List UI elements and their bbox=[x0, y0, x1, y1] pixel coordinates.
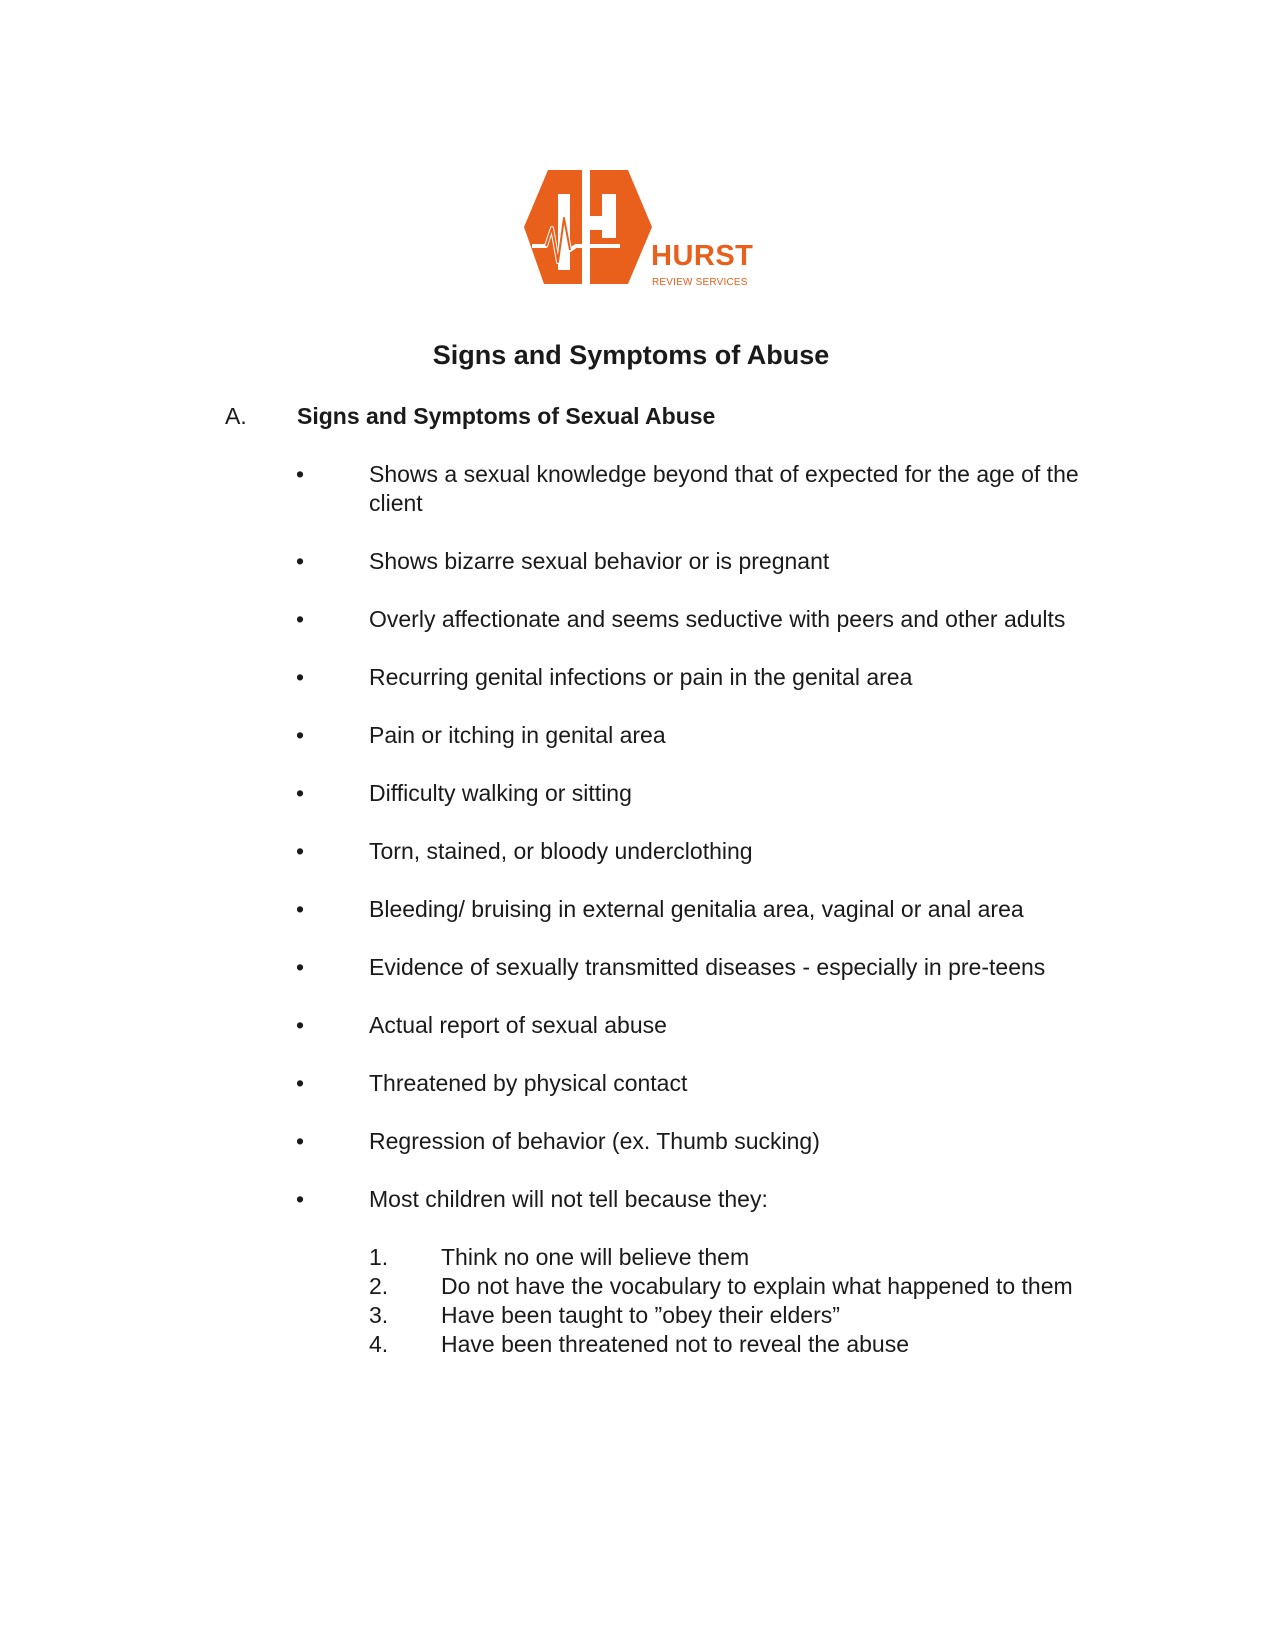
bullet-icon: • bbox=[296, 548, 305, 574]
list-item-text: Shows bizarre sexual behavior or is pregnant bbox=[369, 548, 830, 574]
reason-item bbox=[369, 1330, 1126, 1359]
hurst-logo bbox=[524, 166, 754, 294]
list-item bbox=[296, 1011, 1126, 1040]
reason-text: Do not have the vocabulary to explain what happened to them bbox=[441, 1273, 1073, 1299]
list-item-text: Recurring genital infections or pain in the genital area bbox=[369, 664, 913, 690]
list-item-text: Regression of behavior (ex. Thumb sucking) bbox=[369, 1128, 820, 1154]
list-item bbox=[296, 953, 1126, 982]
logo-tagline: REVIEW SERVICES bbox=[652, 277, 748, 288]
list-item-text: Evidence of sexually transmitted diseases - especially in pre-teens bbox=[369, 954, 1046, 980]
bullet-icon: • bbox=[296, 722, 305, 748]
bullet-icon: • bbox=[296, 780, 305, 806]
list-item-text: Difficulty walking or sitting bbox=[369, 780, 632, 806]
bullet-icon: • bbox=[296, 896, 305, 922]
list-item-text: Most children will not tell because they: bbox=[369, 1186, 768, 1212]
list-item bbox=[296, 547, 1126, 576]
list-item-text: Bleeding/ bruising in external genitalia area, vaginal or anal area bbox=[369, 896, 1024, 922]
list-item-text: Pain or itching in genital area bbox=[369, 722, 666, 748]
logo-brand-name: HURST bbox=[651, 240, 754, 272]
bullet-icon: • bbox=[296, 606, 305, 632]
list-item-text: Shows a sexual knowledge beyond that of expected for the age of the client bbox=[369, 461, 1079, 516]
reasons-list bbox=[369, 1243, 1126, 1359]
list-item bbox=[296, 1185, 1126, 1359]
list-item-text: Overly affectionate and seems seductive with peers and other adults bbox=[369, 606, 1066, 632]
reason-item bbox=[369, 1301, 1126, 1330]
bullet-icon: • bbox=[296, 461, 305, 487]
list-item bbox=[296, 1127, 1126, 1156]
list-item bbox=[296, 837, 1126, 866]
reason-item bbox=[369, 1243, 1126, 1272]
list-item bbox=[296, 460, 1126, 518]
list-item bbox=[296, 1069, 1126, 1098]
reason-item bbox=[369, 1272, 1126, 1301]
list-item bbox=[296, 779, 1126, 808]
reason-text: Have been taught to ”obey their elders” bbox=[441, 1302, 840, 1328]
list-item-text: Threatened by physical contact bbox=[369, 1070, 688, 1096]
reason-text: Have been threatened not to reveal the abuse bbox=[441, 1331, 910, 1357]
bullet-icon: • bbox=[296, 1128, 305, 1154]
reason-number: 2. bbox=[369, 1273, 389, 1299]
bullet-icon: • bbox=[296, 1070, 305, 1096]
symptom-list bbox=[296, 460, 1126, 1388]
page-title: Signs and Symptoms of Abuse bbox=[432, 340, 830, 370]
list-item-text: Torn, stained, or bloody underclothing bbox=[369, 838, 753, 864]
reason-text: Think no one will believe them bbox=[441, 1244, 750, 1270]
heartbeat-h-logo-icon bbox=[524, 166, 660, 294]
list-item-text: Actual report of sexual abuse bbox=[369, 1012, 667, 1038]
bullet-icon: • bbox=[296, 838, 305, 864]
reason-number: 3. bbox=[369, 1302, 389, 1328]
list-item bbox=[296, 721, 1126, 750]
list-item bbox=[296, 605, 1126, 634]
bullet-icon: • bbox=[296, 1012, 305, 1038]
section-letter: A. bbox=[225, 403, 247, 429]
bullet-icon: • bbox=[296, 954, 305, 980]
bullet-icon: • bbox=[296, 1186, 305, 1212]
bullet-icon: • bbox=[296, 664, 305, 690]
reason-number: 1. bbox=[369, 1244, 389, 1270]
list-item bbox=[296, 895, 1126, 924]
list-item bbox=[296, 663, 1126, 692]
reason-number: 4. bbox=[369, 1331, 389, 1357]
section-heading: Signs and Symptoms of Sexual Abuse bbox=[297, 403, 716, 429]
